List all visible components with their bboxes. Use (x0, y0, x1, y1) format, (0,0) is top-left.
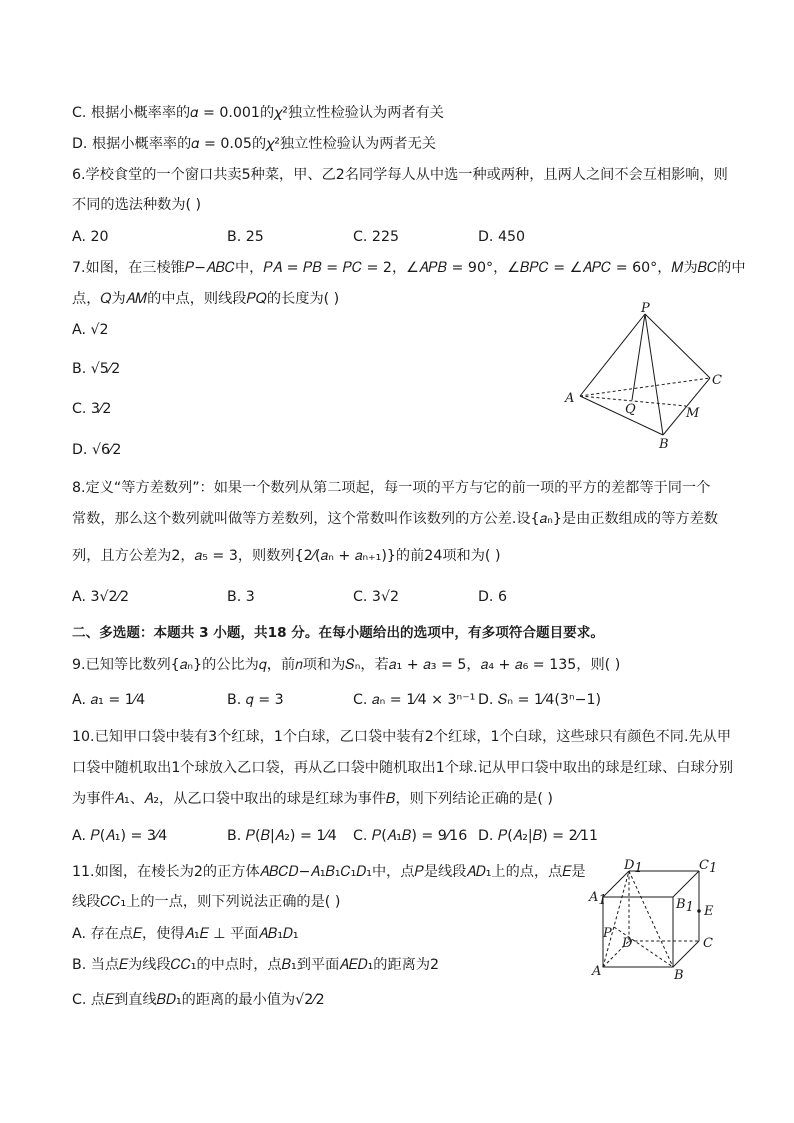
point-e-dot (697, 909, 701, 913)
q7-label-p: P (641, 302, 650, 316)
q7-label-m: M (686, 406, 700, 421)
q11-option-a: A. 存在点𝐸，使得𝐴₁𝐸 ⊥ 平面𝐴𝐵₁𝐷₁ (72, 926, 299, 942)
q6-option-d: D. 450 (478, 229, 526, 245)
q9-option-b: B. 𝑞 = 3 (227, 692, 284, 708)
q7-stem-line1: 7.如图，在三棱锥𝑃−𝐴𝐵𝐶中，𝑃𝐴 = 𝑃𝐵 = 𝑃𝐶 = 2，∠𝐴𝑃𝐵 = 90°，∠𝐵𝑃𝐶 = ∠𝐴𝑃𝐶 = 60°，𝑀为𝐵𝐶的中 (72, 260, 746, 276)
q7-option-a: A. √2 (72, 322, 109, 338)
q7-label-c: C (712, 373, 722, 388)
q6-option-a: A. 20 (72, 229, 109, 245)
q6-stem-line1: 6.学校食堂的一个窗口共卖5种菜，甲、乙2名同学每人从中选一种或两种，且两人之间不会互相影响，则 (72, 167, 728, 183)
q10-stem-line2: 口袋中随机取出1个球放入乙口袋，再从乙口袋中随机取出1个球.记从甲口袋中取出的球是红球、白球分别 (72, 760, 734, 776)
q10-option-b: B. 𝑃(𝐵|𝐴₂) = 1⁄4 (227, 828, 337, 844)
q8-option-b: B. 3 (227, 589, 255, 605)
edge-pa (580, 314, 645, 396)
q11-label-d1: D1 (624, 858, 643, 876)
q11-stem-line2: 线段𝐶𝐶₁上的一点，则下列说法正确的是( ) (72, 894, 341, 910)
q6-option-b: B. 25 (227, 229, 264, 245)
q7-stem-line2: 点，𝑄为𝐴𝑀的中点，则线段𝑃𝑄的长度为( ) (72, 291, 340, 307)
q7-tetrahedron-figure (555, 302, 735, 452)
q10-option-a: A. 𝑃(𝐴₁) = 3⁄4 (72, 828, 168, 844)
edge-b-c (673, 941, 699, 967)
q9-option-c: C. 𝑎ₙ = 1⁄4 × 3ⁿ⁻¹ (353, 692, 476, 708)
edge-pc (645, 314, 710, 378)
q8-option-a: A. 3√2⁄2 (72, 589, 129, 605)
q9-option-d: D. 𝑆ₙ = 1⁄4(3ⁿ−1) (478, 692, 602, 708)
q11-label-a1: A1 (589, 890, 607, 908)
q11-label-c1: C1 (699, 858, 718, 876)
edge-b1-c1 (673, 871, 699, 897)
q8-stem-line3: 列，且方公差为2，𝑎₅ = 3，则数列{2⁄(𝑎ₙ + 𝑎ₙ₊₁)}的前24项和为( ) (72, 548, 501, 564)
q7-label-q: Q (625, 402, 636, 417)
q10-option-d: D. 𝑃(𝐴₂|𝐵) = 2⁄11 (478, 828, 599, 844)
q6-option-c: C. 225 (353, 229, 400, 245)
q11-label-b: B (674, 968, 684, 983)
q7-option-c: C. 3⁄2 (72, 401, 112, 417)
q6-stem-line2: 不同的选法种数为( ) (72, 197, 202, 213)
q11-option-c: C. 点𝐸到直线𝐵𝐷₁的距离的最小值为√2⁄2 (72, 992, 325, 1008)
q9-stem: 9.已知等比数列{𝑎ₙ}的公比为𝑞，前𝑛项和为𝑆ₙ，若𝑎₁ + 𝑎₃ = 5，𝑎₄ + 𝑎₆ = 135，则( ) (72, 657, 621, 673)
q9-option-a: A. 𝑎₁ = 1⁄4 (72, 692, 146, 708)
q8-stem-line2: 常数，那么这个数列就叫做等方差数列，这个常数叫作该数列的方公差.设{𝑎ₙ}是由正数组成的等方差数 (72, 511, 718, 527)
q7-option-b: B. √5⁄2 (72, 361, 121, 377)
q8-option-d: D. 6 (478, 589, 507, 605)
q7-label-b: B (659, 437, 669, 452)
q7-label-a: A (565, 391, 575, 406)
q10-stem-line1: 10.已知甲口袋中装有3个红球，1个白球，乙口袋中装有2个红球，1个白球，这些球只有颜色不同.先从甲 (72, 729, 732, 745)
q5-option-d: D. 根据小概率率的𝛼 = 0.05的𝜒²独立性检验认为两者无关 (72, 136, 436, 152)
q8-stem-line1: 8.定义“等方差数列”：如果一个数列从第二项起，每一项的平方与它的前一项的平方的差都等于同一个 (72, 480, 711, 496)
q10-stem-line3: 为事件𝐴₁、𝐴₂，从乙口袋中取出的球是红球为事件𝐵，则下列结论正确的是( ) (72, 791, 553, 807)
q11-cube-figure (585, 855, 735, 985)
q11-label-c: C (703, 936, 713, 951)
segment-pq (632, 314, 645, 400)
edge-ab (580, 396, 663, 435)
edge-ac-hidden (580, 378, 710, 396)
q7-option-d: D. √6⁄2 (72, 442, 122, 458)
q11-label-p: P (603, 926, 612, 941)
cube-front-face (603, 897, 673, 967)
q10-option-c: C. 𝑃(𝐴₁𝐵) = 9⁄16 (353, 828, 468, 844)
q11-label-e: E (704, 904, 714, 919)
segment-a-d1 (603, 871, 629, 967)
edge-a1-d1 (603, 871, 629, 897)
q11-label-d: D (622, 936, 633, 951)
q11-stem-line1: 11.如图，在棱长为2的正方体𝐴𝐵𝐶𝐷−𝐴₁𝐵₁𝐶₁𝐷₁中，点𝑃是线段𝐴𝐷₁上的点，点𝐸是 (72, 864, 586, 880)
q8-option-c: C. 3√2 (353, 589, 400, 605)
q5-option-c: C. 根据小概率率的𝛼 = 0.001的𝜒²独立性检验认为两者有关 (72, 105, 444, 121)
edge-pb (645, 314, 663, 435)
section-2-header: 二、多选题：本题共 3 小题，共18 分。在每小题给出的选项中，有多项符合题目要求。 (72, 625, 604, 641)
q11-option-b: B. 当点𝐸为线段𝐶𝐶₁的中点时，点𝐵₁到平面𝐴𝐸𝐷₁的距离为2 (72, 957, 440, 973)
q11-label-a: A (592, 964, 602, 979)
q11-label-b1: B1 (676, 897, 694, 915)
